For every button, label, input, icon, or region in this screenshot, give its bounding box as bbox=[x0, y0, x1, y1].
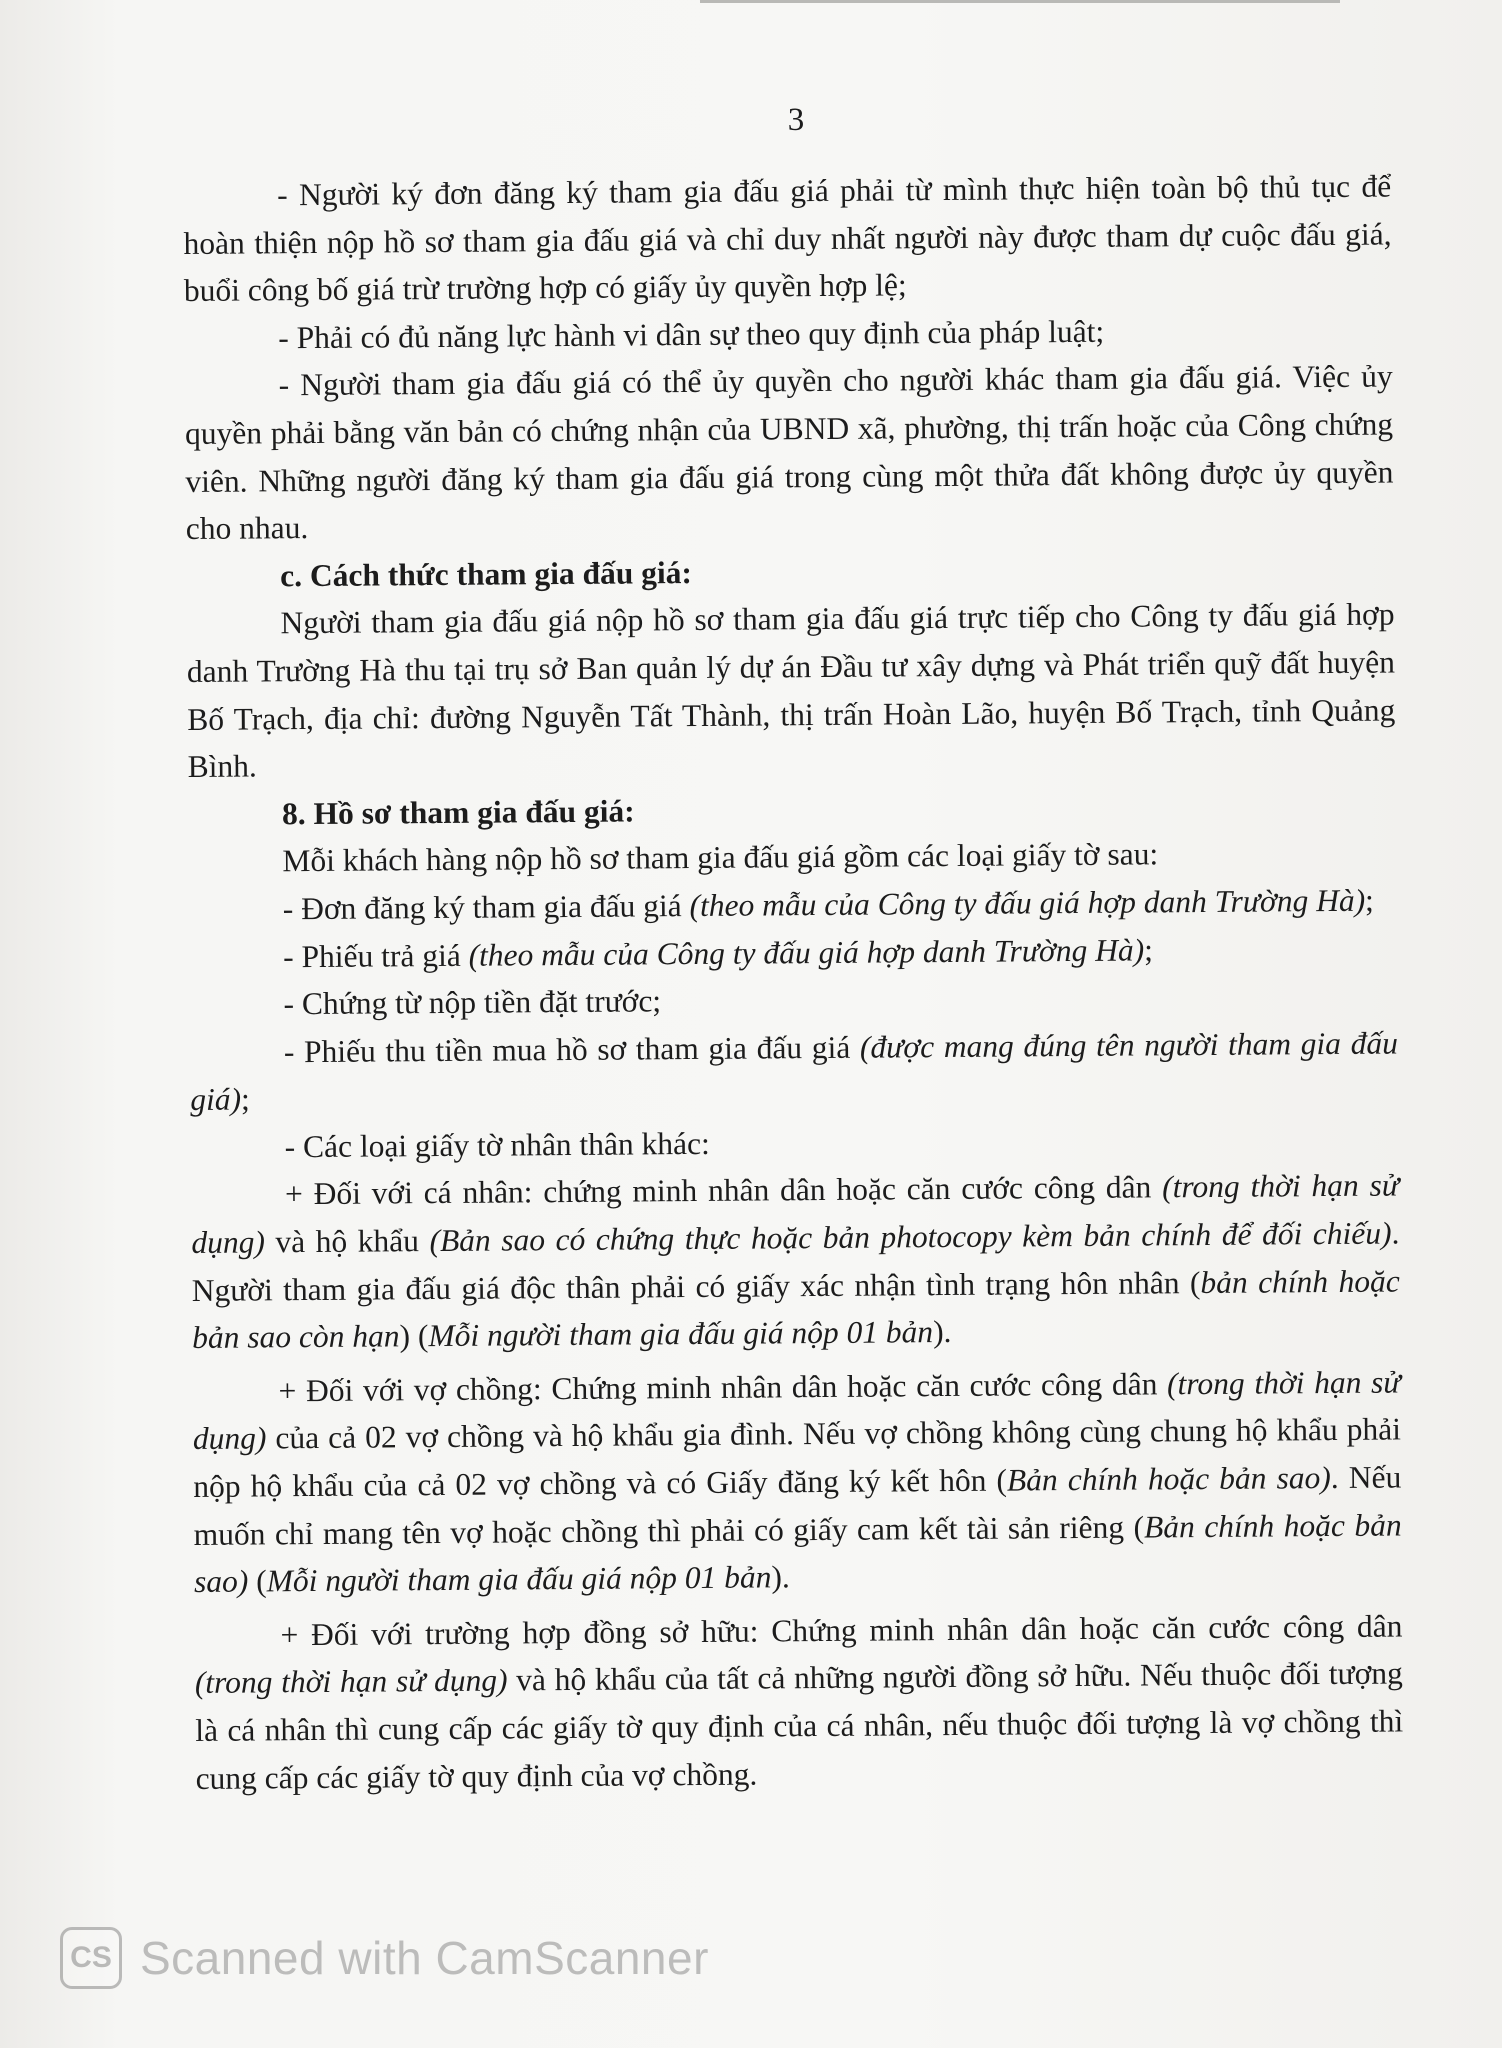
camscanner-logo-icon: CS bbox=[60, 1927, 122, 1989]
item-note: (theo mẫu của Công ty đấu giá hợp danh Trường Hà) bbox=[689, 882, 1366, 923]
heading-participation-method: c. Cách thức tham gia đấu giá: bbox=[280, 554, 693, 593]
paragraph-signer-requirement: - Người ký đơn đăng ký tham gia đấu giá phải từ mình thực hiện toàn bộ thủ tục để hoàn thiện nộp hồ sơ tham gia đấu giá và chỉ duy nhất người này được tham dự cuộc đấu giá, buổi công bố giá trừ trường hợp có giấy ủy quyền hợp lệ; bbox=[183, 168, 1392, 309]
list-item-registration-form bbox=[189, 876, 1397, 933]
camscanner-watermark bbox=[60, 1925, 709, 1991]
heading-application-dossier: 8. Hồ sơ tham gia đấu giá: bbox=[281, 793, 635, 831]
text-run: và hộ khẩu bbox=[264, 1223, 430, 1260]
document-body bbox=[183, 163, 1404, 1803]
text-run: . Người tham gia đấu giá độc thân phải có giấy xác nhận tình trạng hôn nhân ( bbox=[191, 1215, 1400, 1308]
text-run: . Nếu muốn chỉ mang tên vợ hoặc chồng thì phải có giấy cam kết tài sản riêng ( bbox=[193, 1459, 1402, 1552]
list-item-identity-documents: - Các loại giấy tờ nhân thân khác: bbox=[284, 1125, 710, 1165]
text-run: + Đối với vợ chồng: Chứng minh nhân dân hoặc căn cước công dân bbox=[278, 1366, 1168, 1409]
watermark-text: Scanned with CamScanner bbox=[140, 1932, 709, 1984]
italic-run: Mỗi người tham gia đấu giá nộp 01 bản bbox=[266, 1559, 772, 1599]
italic-run: (trong thời hạn sử dụng) bbox=[191, 1167, 1400, 1261]
item-text: - Phiếu trả giá bbox=[283, 937, 469, 974]
paragraph-individual-documents bbox=[191, 1162, 1400, 1362]
item-end: ; bbox=[240, 1081, 250, 1117]
text-run: và hộ khẩu của tất cả những người đồng sở hữu. Nếu thuộc đối tượng là cá nhân thì cung cấp các giấy tờ quy định của cá nhân, nếu thuộc đối tượng là vợ chồng thì cung cấp các giấy tờ quy định của vợ chồng. bbox=[195, 1655, 1404, 1796]
paragraph-spouse-documents bbox=[192, 1358, 1402, 1605]
item-end: ; bbox=[1364, 882, 1375, 918]
italic-run: (trong thời hạn sử dụng) bbox=[192, 1364, 1401, 1457]
item-end: ; bbox=[1143, 931, 1154, 967]
page-edge-mark bbox=[700, 0, 1340, 3]
item-text: - Phiếu thu tiền mua hồ sơ tham gia đấu giá bbox=[283, 1029, 861, 1069]
list-item-dossier-fee-receipt bbox=[190, 1019, 1399, 1124]
paragraph-civil-capacity: - Phải có đủ năng lực hành vi dân sự theo quy định của pháp luật; bbox=[278, 313, 1105, 356]
italic-run: bản chính hoặc bản sao còn hạn bbox=[192, 1263, 1400, 1356]
italic-run: (trong thời hạn sử dụng) bbox=[194, 1662, 508, 1701]
text-run: + Đối với cá nhân: chứng minh nhân dân hoặc căn cước công dân bbox=[284, 1169, 1163, 1212]
italic-run: Bản chính hoặc bản sao) bbox=[193, 1507, 1402, 1600]
item-note: (được mang đúng tên người tham gia đấu giá) bbox=[190, 1025, 1399, 1118]
text-run: + Đối với trường hợp đồng sở hữu: Chứng minh nhân dân hoặc căn cước công dân bbox=[280, 1608, 1403, 1653]
paragraph-authorization: - Người tham gia đấu giá có thể ủy quyền cho người khác tham gia đấu giá. Việc ủy quyền phải bằng văn bản có chứng nhận của UBND xã, phường, thị trấn hoặc của Công chứng viên. Những người đăng ký tham gia đấu giá trong cùng một thửa đất không được ủy quyền cho nhau. bbox=[184, 358, 1394, 547]
paragraph-co-ownership-documents bbox=[194, 1602, 1403, 1802]
item-note: (theo mẫu của Công ty đấu giá hợp danh Trường Hà) bbox=[468, 931, 1145, 973]
italic-run: Bản chính hoặc bản sao) bbox=[1006, 1460, 1331, 1498]
item-text: - Đơn đăng ký tham gia đấu giá bbox=[282, 887, 690, 927]
text-run: của cả 02 vợ chồng và hộ khẩu gia đình. Nếu vợ chồng không cùng chung hộ khẩu phải nộp hộ khẩu của cả 02 vợ chồng và có Giấy đăng ký kết hôn ( bbox=[193, 1411, 1402, 1504]
text-run: ( bbox=[248, 1563, 267, 1599]
italic-run: Mỗi người tham gia đấu giá nộp 01 bản bbox=[428, 1314, 934, 1354]
italic-run: (Bản sao có chứng thực hoặc bản photocopy kèm bản chính để đối chiếu) bbox=[429, 1215, 1392, 1259]
paragraph-submission-location: Người tham gia đấu giá nộp hồ sơ tham gia đấu giá trực tiếp cho Công ty đấu giá hợp danh Trường Hà thu tại trụ sở Ban quản lý dự án Đầu tư xây dựng và Phát triển quỹ đất huyện Bố Trạch, địa chỉ: đường Nguyễn Tất Thành, thị trấn Hoàn Lão, huyện Bố Trạch, tỉnh Quảng Bình. bbox=[186, 596, 1396, 785]
text-run: ) ( bbox=[399, 1318, 429, 1354]
page-number: 3 bbox=[787, 102, 805, 138]
list-item-deposit-receipt: - Chứng từ nộp tiền đặt trước; bbox=[283, 983, 662, 1022]
text-run: ). bbox=[932, 1314, 952, 1350]
paragraph-dossier-intro: Mỗi khách hàng nộp hồ sơ tham gia đấu giá gồm các loại giấy tờ sau: bbox=[282, 836, 1159, 879]
text-run: ). bbox=[771, 1559, 790, 1595]
